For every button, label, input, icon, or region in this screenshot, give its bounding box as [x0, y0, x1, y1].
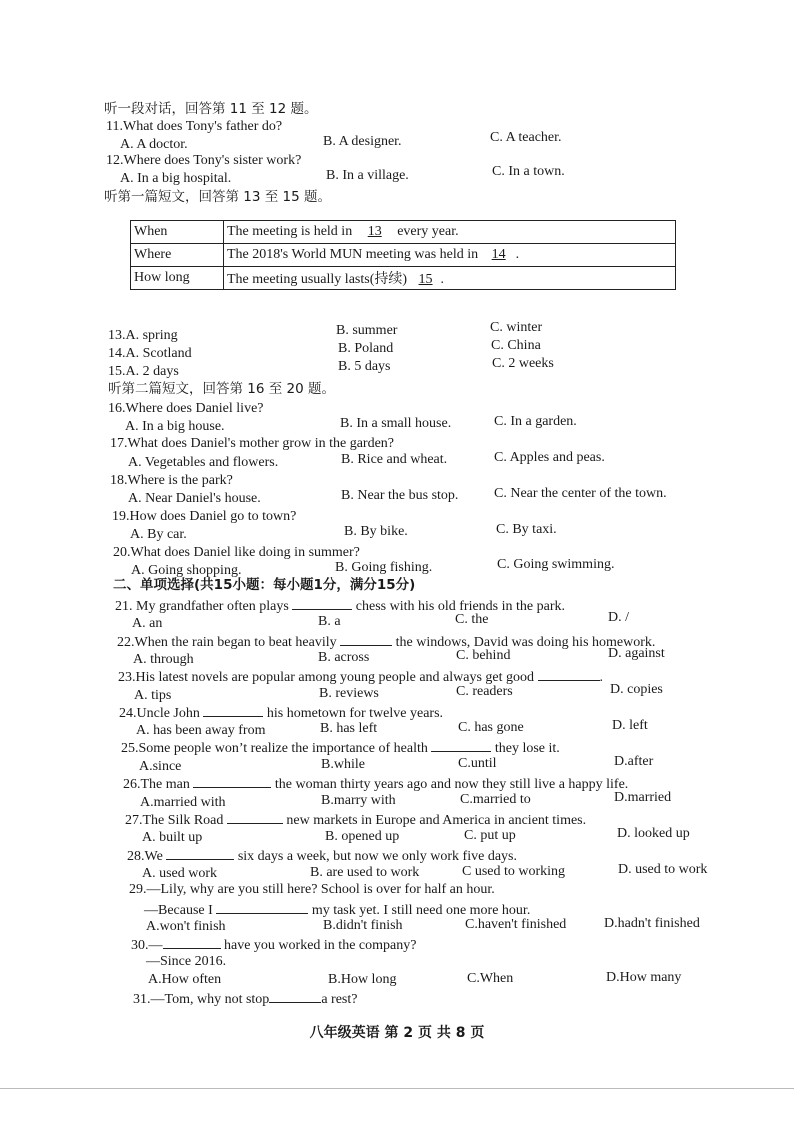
- answer-blank: [227, 811, 283, 824]
- question-20: 20.What does Daniel like doing in summer?: [113, 545, 360, 560]
- q22-option-d: D. against: [608, 646, 665, 661]
- question-30-reply: —Since 2016.: [146, 954, 227, 969]
- table-row: [131, 267, 676, 290]
- question-22: [117, 633, 655, 651]
- q18-option-c: C. Near the center of the town.: [494, 486, 667, 501]
- question-25: [121, 739, 560, 757]
- q21-option-c: C. the: [455, 612, 489, 627]
- q13-option-a: 13.A. spring: [108, 328, 178, 343]
- q17-option-a: A. Vegetables and flowers.: [128, 455, 279, 470]
- q24-option-c: C. has gone: [458, 720, 524, 735]
- q27-option-d: D. looked up: [617, 826, 690, 841]
- question-text: 31.—Tom, why not stop: [133, 992, 270, 1007]
- answer-blank: [163, 936, 221, 949]
- question-28: [127, 847, 517, 865]
- blank-13: 13: [367, 224, 382, 239]
- q18-option-a: A. Near Daniel's house.: [128, 491, 261, 506]
- question-text: 27.The Silk Road: [125, 813, 224, 828]
- q14-option-b: B. Poland: [338, 341, 394, 356]
- answer-blank: [340, 633, 392, 646]
- question-text: the windows, David was doing his homework.: [395, 635, 656, 650]
- question-19: 19.How does Daniel go to town?: [112, 509, 297, 524]
- table-value: [224, 244, 676, 267]
- q22-option-c: C. behind: [456, 648, 511, 663]
- question-text: 28.We: [127, 849, 163, 864]
- table-text: .: [515, 247, 520, 262]
- section-heading-single-choice: 二、单项选择(共15小题：每小题1分，满分15分): [113, 577, 416, 593]
- question-11: 11.What does Tony's father do?: [106, 119, 283, 134]
- question-23: [118, 668, 603, 686]
- question-16: 16.Where does Daniel live?: [108, 401, 264, 416]
- q27-option-b: B. opened up: [325, 829, 400, 844]
- question-text: his hometown for twelve years.: [266, 706, 444, 721]
- info-table: [130, 220, 676, 290]
- question-text: 24.Uncle John: [119, 706, 200, 721]
- table-text: every year.: [397, 224, 459, 239]
- table-row: [131, 221, 676, 244]
- q19-option-b: B. By bike.: [344, 524, 408, 539]
- q21-option-d: D. /: [608, 610, 629, 625]
- q28-option-d: D. used to work: [618, 862, 708, 877]
- question-text: 21. My grandfather often plays: [115, 599, 289, 614]
- q20-option-c: C. Going swimming.: [497, 557, 615, 572]
- q20-option-b: B. Going fishing.: [335, 560, 433, 575]
- question-27: [125, 811, 586, 829]
- answer-blank: [292, 597, 352, 610]
- answer-blank: [538, 668, 600, 681]
- blank-15: 15: [418, 272, 433, 287]
- q12-option-a: A. In a big hospital.: [120, 171, 232, 186]
- answer-blank: [166, 847, 234, 860]
- q17-option-b: B. Rice and wheat.: [341, 452, 448, 467]
- q28-option-a: A. used work: [142, 866, 218, 881]
- q27-option-a: A. built up: [142, 830, 203, 845]
- answer-blank: [193, 775, 271, 788]
- q19-option-a: A. By car.: [130, 527, 187, 542]
- q25-option-c: C.until: [458, 756, 497, 771]
- q21-option-a: A. an: [132, 616, 163, 631]
- question-text: chess with his old friends in the park.: [355, 599, 565, 614]
- q30-option-b: B.How long: [328, 972, 397, 987]
- q15-option-b: B. 5 days: [338, 359, 391, 374]
- q23-option-c: C. readers: [456, 684, 513, 699]
- table-value: [224, 267, 676, 290]
- q25-option-b: B.while: [321, 757, 365, 772]
- q22-option-b: B. across: [318, 650, 370, 665]
- q14-option-a: 14.A. Scotland: [108, 346, 192, 361]
- q18-option-b: B. Near the bus stop.: [341, 488, 459, 503]
- answer-blank: [216, 901, 308, 914]
- q29-option-d: D.hadn't finished: [604, 916, 700, 931]
- answer-blank: [269, 990, 321, 1003]
- q11-option-a: A. A doctor.: [120, 137, 188, 152]
- question-text: they lose it.: [494, 741, 560, 756]
- q13-option-c: C. winter: [490, 320, 543, 335]
- q28-option-b: B. are used to work: [310, 865, 420, 880]
- question-26: [123, 775, 628, 793]
- question-31: [133, 990, 357, 1008]
- section-heading-passage2: 听第二篇短文，回答第 16 至 20 题。: [108, 381, 336, 397]
- q23-option-b: B. reviews: [319, 686, 379, 701]
- page-footer: 八年级英语 第 2 页 共 8 页: [309, 1025, 485, 1041]
- question-text: six days a week, but now we only work five days.: [237, 849, 517, 864]
- question-text: my task yet. I still need one more hour.: [311, 903, 531, 918]
- q12-option-b: B. In a village.: [326, 168, 409, 183]
- q19-option-c: C. By taxi.: [496, 522, 557, 537]
- q16-option-c: C. In a garden.: [494, 414, 577, 429]
- table-text: .: [440, 272, 445, 287]
- q26-option-c: C.married to: [460, 792, 531, 807]
- q20-option-a: A. Going shopping.: [131, 563, 242, 578]
- question-text: 30.—: [131, 938, 163, 953]
- divider: [0, 1088, 794, 1089]
- question-text: new markets in Europe and America in ancient times.: [286, 813, 587, 828]
- question-30: [131, 936, 416, 954]
- q30-option-d: D.How many: [606, 970, 682, 985]
- q26-option-d: D.married: [614, 790, 672, 805]
- question-text: a rest?: [321, 992, 358, 1007]
- q15-option-a: 15.A. 2 days: [108, 364, 179, 379]
- question-text: 23.His latest novels are popular among young people and always get good: [118, 670, 535, 685]
- q11-option-b: B. A designer.: [323, 134, 402, 149]
- q23-option-a: A. tips: [134, 688, 172, 703]
- q27-option-c: C. put up: [464, 828, 516, 843]
- q25-option-d: D.after: [614, 754, 654, 769]
- question-text: 22.When the rain began to beat heavily: [117, 635, 337, 650]
- table-text: The meeting is held in: [227, 224, 353, 239]
- table-key: How long: [131, 267, 224, 290]
- question-text: the woman thirty years ago and now they still live a happy life.: [274, 777, 629, 792]
- q29-option-c: C.haven't finished: [465, 917, 567, 932]
- table-key: Where: [131, 244, 224, 267]
- q24-option-a: A. has been away from: [136, 723, 266, 738]
- q13-option-b: B. summer: [336, 323, 398, 338]
- q24-option-d: D. left: [612, 718, 648, 733]
- q24-option-b: B. has left: [320, 721, 378, 736]
- question-18: 18.Where is the park?: [110, 473, 233, 488]
- question-text: have you worked in the company?: [224, 938, 417, 953]
- table-value: [224, 221, 676, 244]
- table-text: The 2018's World MUN meeting was held in: [227, 247, 479, 262]
- question-text: 26.The man: [123, 777, 190, 792]
- question-text: —Because I: [144, 903, 213, 918]
- table-text: The meeting usually lasts(持续): [227, 272, 408, 287]
- q15-option-c: C. 2 weeks: [492, 356, 554, 371]
- question-12: 12.Where does Tony's sister work?: [106, 153, 302, 168]
- question-17: 17.What does Daniel's mother grow in the garden?: [110, 436, 394, 451]
- q29-option-b: B.didn't finish: [323, 918, 403, 933]
- question-text: .: [599, 670, 604, 685]
- q26-option-a: A.married with: [140, 795, 226, 810]
- q14-option-c: C. China: [491, 338, 541, 353]
- question-24: [119, 704, 443, 722]
- q30-option-c: C.When: [467, 971, 514, 986]
- q26-option-b: B.marry with: [321, 793, 396, 808]
- table-row: [131, 244, 676, 267]
- table-key: When: [131, 221, 224, 244]
- q25-option-a: A.since: [139, 759, 182, 774]
- question-text: 25.Some people won’t realize the importance of health: [121, 741, 428, 756]
- question-21: [115, 597, 565, 615]
- q30-option-a: A.How often: [148, 972, 222, 987]
- q17-option-c: C. Apples and peas.: [494, 450, 605, 465]
- q16-option-b: B. In a small house.: [340, 416, 452, 431]
- section-heading-dialog: 听一段对话，回答第 11 至 12 题。: [104, 101, 318, 117]
- answer-blank: [431, 739, 491, 752]
- section-heading-passage1: 听第一篇短文，回答第 13 至 15 题。: [104, 189, 332, 205]
- q23-option-d: D. copies: [610, 682, 663, 697]
- answer-blank: [203, 704, 263, 717]
- q21-option-b: B. a: [318, 614, 341, 629]
- question-29: 29.—Lily, why are you still here? School is over for half an hour.: [129, 882, 495, 897]
- q16-option-a: A. In a big house.: [125, 419, 225, 434]
- blank-14: 14: [491, 247, 506, 262]
- q22-option-a: A. through: [133, 652, 194, 667]
- q12-option-c: C. In a town.: [492, 164, 565, 179]
- q29-option-a: A.won't finish: [146, 919, 226, 934]
- q11-option-c: C. A teacher.: [490, 130, 562, 145]
- q28-option-c: C used to working: [462, 864, 566, 879]
